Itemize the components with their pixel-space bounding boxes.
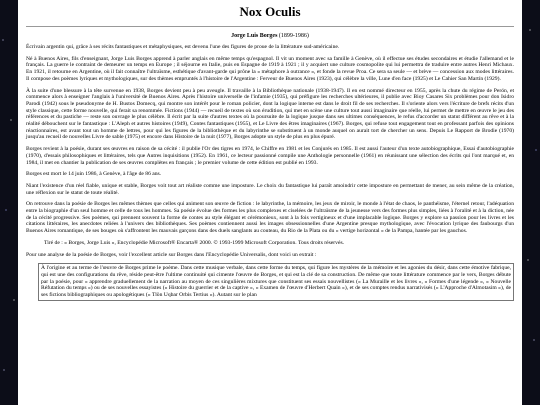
- paragraph-themes: On retrouve dans la poésie de Borges les mêmes thèmes que celles qui animent son œuvre de fiction : le labyrinthe, la mémoire, les jeux de miroir, le monde à l'état de chaos, le panthéisme, l'éternel retour, l'adéquation entre la biographie d'un seul homme et celle de tous les hommes. Sa poésie évolue des formes les plus complexes et ciselées de l'ultraïsme de la jeunesse vers des formes plus simples, liées à l'oralité et à la diction, née de la cécité progressive. Ses poèmes, qui prennent souvent la forme de contes au style élégant et cérémonieux, sont à la fois vertigineux et d'une implacable logique. Borges y explore sa passion pour les livres et les citations littéraires, les anecdotes reliées à l'univers des bibliothèques. Ses poèmes contiennent aussi les images obsessionnelles d'une Argentine presque mythologique, avec l'évocation lyrique des faubourgs d'un Buenos Aires romantique, de ses bouges où s'affrontent les mauvais garçons dans des duels sanglants au couteau, du Rio de la Plata ou du « vertige horizontal » de la Pampa, hantée par les gauchos.: [26, 201, 514, 235]
- paragraph-intro: Écrivain argentin qui, grâce à ses récits fantastiques et métaphysiques, est devenu l'une des figures de proue de la littérature sud-américaine.: [26, 44, 340, 50]
- paragraph-poetry-return: Borges revient à la poésie, durant ses œuvres en raison de sa cécité : il publie l'Or des tigres en 1974, le Chiffre en 1981 et les Conjurés en 1985. Il est aussi l'auteur d'un texte autobiographique, Essai d'autobiographie (1970), d'essais philosophiques et littéraires, tels que Autres inquisitions (1952). En 1961, ce lecteur passionné compile une Anthologie personnelle (1961) en réunissant une sélection des écrits qui l'ont marqué et, en 1984, il met en chantier la publication de ses œuvres complètes en français ; le premier volume de cette édition est publié en 1993.: [26, 146, 514, 166]
- paragraph-quote: À l'origine et au terme de l'œuvre de Borges prime le poème. Dans cette musique verbale, dans cette forme du temps, qui figure les mystères de la mémoire et les agonies du désir, dans cette émotive fabrique, qui est une des configurations du rêve, réside peut-être l'ultime continuité qui cimente l'œuvre de Borges, et qui est la clé de sa construction. De même que toute littérature commence par le vers, Borges débute par la poésie, pour « apprendre graduellement de la narration au moyen de ces singulières mixtures que constituent ses essais nouvellistes (« La Muraille et les livres », « Formes d'une légende », « Nouvelle Réfutation du temps ») ou de ses nouvelles essayistes (« Histoire du guerrier et de la captive », « Examen de l'œuvre d'Herbert Quain »), et de ses comptes rendus narrativisés (« L'Approche d'Almotasim »), de ses fictions bibliographiques ou apologétiques (« Tlön Uqbar Orbis Tertius »). Autant sur le plan: [41, 265, 511, 299]
- paragraph-early-life: Né à Buenos Aires, fils d'enseignant, Jorge Luis Borges apprend à parler anglais en même temps qu'espagnol. Il vit un moment avec sa famille à Genève, où il effectue ses études secondaires et étudie l'allemand et le français. La guerre le contraint de demeurer un temps en Europe ; il séjourne en Italie, puis en Espagne de 1919 à 1921 ; il y acquiert une culture cosmopolite qui lui permettra de traduire entre autres Henri Michaux. En 1921, il retourne en Argentine, où il fait connaître l'ultraïsme, esthétique d'avant-garde qui prône la « métaphore à outrance », et fonde la revue Proa. Ce sera sa seule — et brève — concession aux modes littéraires. Il compose des poèmes lyriques et mythologiques, sur des thèmes empruntés à l'histoire de l'Argentine : Ferveur de Buenos Aires (1923), qui célèbre la ville, Lune d'en face (1925) et Le Cahier San Martín (1929).: [26, 55, 514, 82]
- paragraph-death: Borges est mort le 14 juin 1986, à Genève, à l'âge de 86 ans.: [26, 171, 162, 178]
- quote-box: [38, 263, 514, 301]
- paragraph-fantastic: Niant l'existence d'un réel fiable, unique et stable, Borges voit tout art réaliste comme une imposture. Le choix du fantastique lui paraît amoindrir cette imposture en permettant de mener, au sein même de la création, une réflexion sur le statut de toute réalité.: [26, 182, 514, 196]
- divider: [26, 26, 514, 27]
- paragraph-source: Tiré de : « Borges, Jorge Luis », Encyclopédie Microsoft® Encarta® 2000. © 1993-1999 Microsoft Corporation. Tous droits réservés.: [44, 239, 345, 246]
- author-heading: [26, 33, 514, 39]
- author-dates: (1899-1986): [278, 33, 309, 39]
- site-title: Nox Oculis: [239, 4, 301, 19]
- document-page: [18, 0, 522, 405]
- author-name: Jorge Luis Borges: [231, 33, 278, 39]
- paragraph-analysis-intro: Pour une analyse de la poésie de Borges, voir l'excellent article sur Borges dans l'Encyclopédie Universalis, dont voici un extrait :: [26, 251, 317, 258]
- paragraph-career: À la suite d'une blessure à la tête survenue en 1938, Borges devient peu à peu aveugle. Il travaille à la Bibliothèque nationale (1938-1947). Il en est nommé directeur en 1955, après la chute du régime de Perón, et commence alors à enseigner l'anglais à l'université de Buenos Aires. Après l'histoire universelle de l'infamie (1935), qui préfigure les recherches ultérieures, il publie avec Bioy Casares Six problèmes pour don Isidro Parodi (1942) sous le pseudonyme de H. Bustos Domecq, qui montre son intérêt pour le roman policier, dont la logique interne est dans le droit fil de ses recherches. Il s'oriente alors vers l'écriture de brefs récits d'un style classique, cette forme nouvelle, qui ferait sa renommée. Fictions (1944) — recueil de textes où son érudition, qui met en scène une culture tout aussi imaginaire que réelle, lui permet de mettre en œuvre le jeu des références et du pastiche — reste son ouvrage le plus célèbre. Il écrit par la suite d'autres textes où la poursuite de la logique jusque dans ses ultimes conséquences, le refus d'accorder un statut différent au rêve et à la réalité débouchent sur le fantastique : L'Aleph et autres histoires (1949), Contes fantastiques (1955), et Le Livre des êtres imaginaires (1967). Borges, qui refuse tout engagement tout en professant parfois des opinions réactionnaires, est avant tout un homme de lettres, pour qui les figures de la bibliothèque et du labyrinthe se substituent à un monde auquel on aurait tort de chercher un sens. Depuis Le Rapport de Brodie (1970) jusqu'au recueil de nouvelles Livre de sable (1975) et encore dans Histoire de la nuit (1977), Borges adopte un style de plus en plus épuré.: [26, 87, 514, 141]
